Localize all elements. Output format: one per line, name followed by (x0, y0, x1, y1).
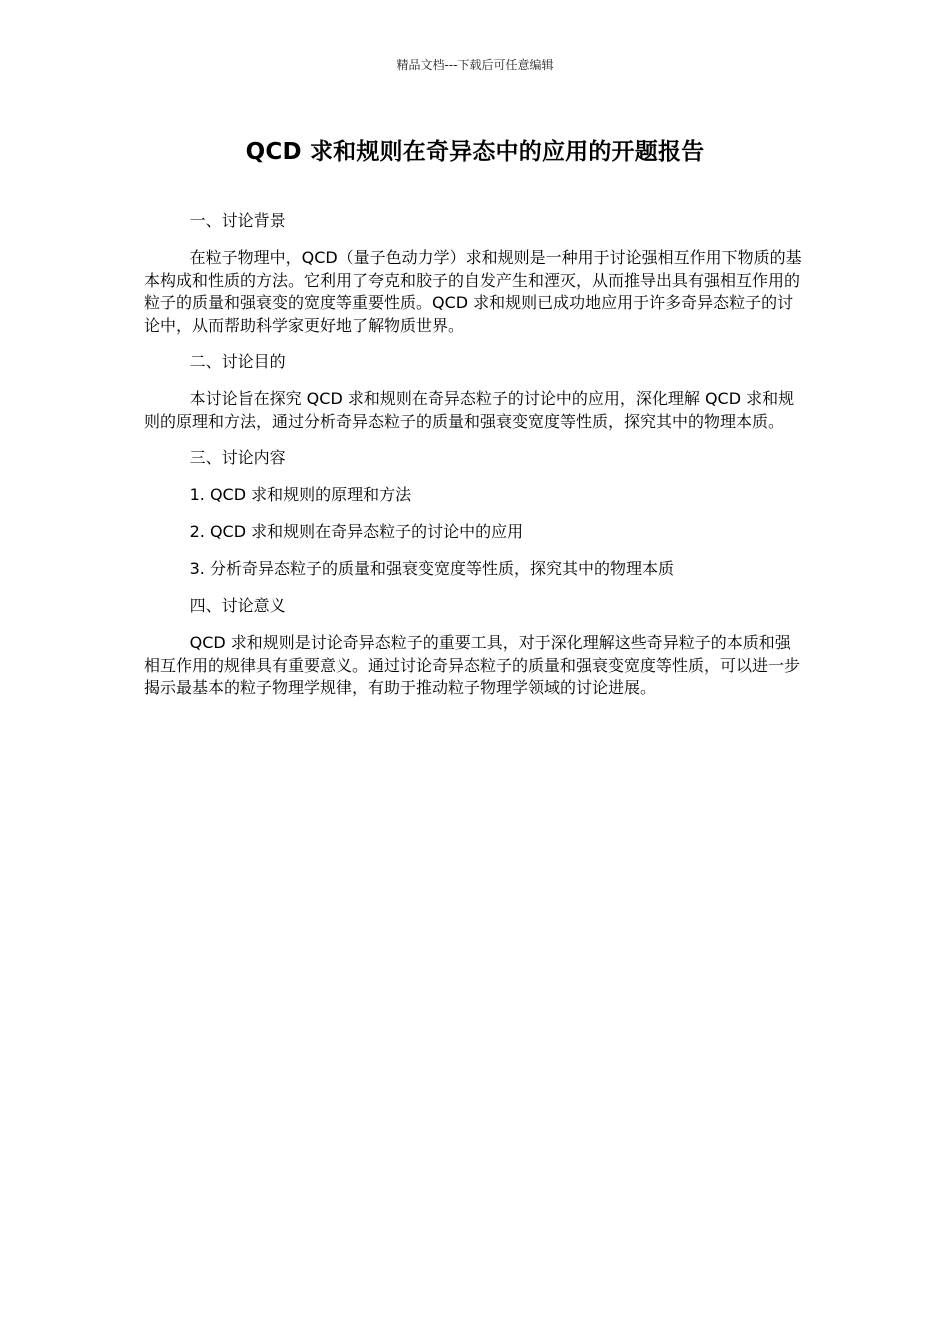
page-header: 精品文档---下载后可任意编辑 (396, 58, 554, 72)
document-title: QCD 求和规则在奇异态中的应用的开题报告 (245, 139, 705, 165)
document-body (144, 210, 806, 714)
section-paragraph-purpose: 本讨论旨在探究 QCD 求和规则在奇异态粒子的讨论中的应用，深化理解 QCD 求和规则的原理和方法，通过分析奇异态粒子的质量和强衰变宽度等性质，探究其中的物理本质。 (144, 389, 795, 431)
content-list-item-3: 3. 分析奇异态粒子的质量和强衰变宽度等性质，探究其中的物理本质 (189, 559, 674, 578)
section-heading-significance: 四、讨论意义 (189, 596, 286, 615)
content-list-item-2: 2. QCD 求和规则在奇异态粒子的讨论中的应用 (189, 522, 524, 541)
section-paragraph-background: 在粒子物理中，QCD（量子色动力学）求和规则是一种用于讨论强相互作用下物质的基本构成和性质的方法。它利用了夸克和胶子的自发产生和湮灭，从而推导出具有强相互作用的粒子的质量和强衰变的宽度等重要性质。QCD 求和规则已成功地应用于许多奇异态粒子的讨论中，从而帮助科学家更好地了解物质世界。 (144, 248, 802, 335)
section-heading-background: 一、讨论背景 (189, 211, 286, 230)
section-heading-purpose: 二、讨论目的 (189, 352, 286, 371)
content-list-item-1: 1. QCD 求和规则的原理和方法 (189, 485, 412, 504)
section-heading-content: 三、讨论内容 (189, 448, 286, 467)
section-paragraph-significance: QCD 求和规则是讨论奇异态粒子的重要工具，对于深化理解这些奇异粒子的本质和强相互作用的规律具有重要意义。通过讨论奇异态粒子的质量和强衰变宽度等性质，可以进一步揭示最基本的粒子物理学规律，有助于推动粒子物理学领域的讨论进展。 (144, 633, 801, 697)
